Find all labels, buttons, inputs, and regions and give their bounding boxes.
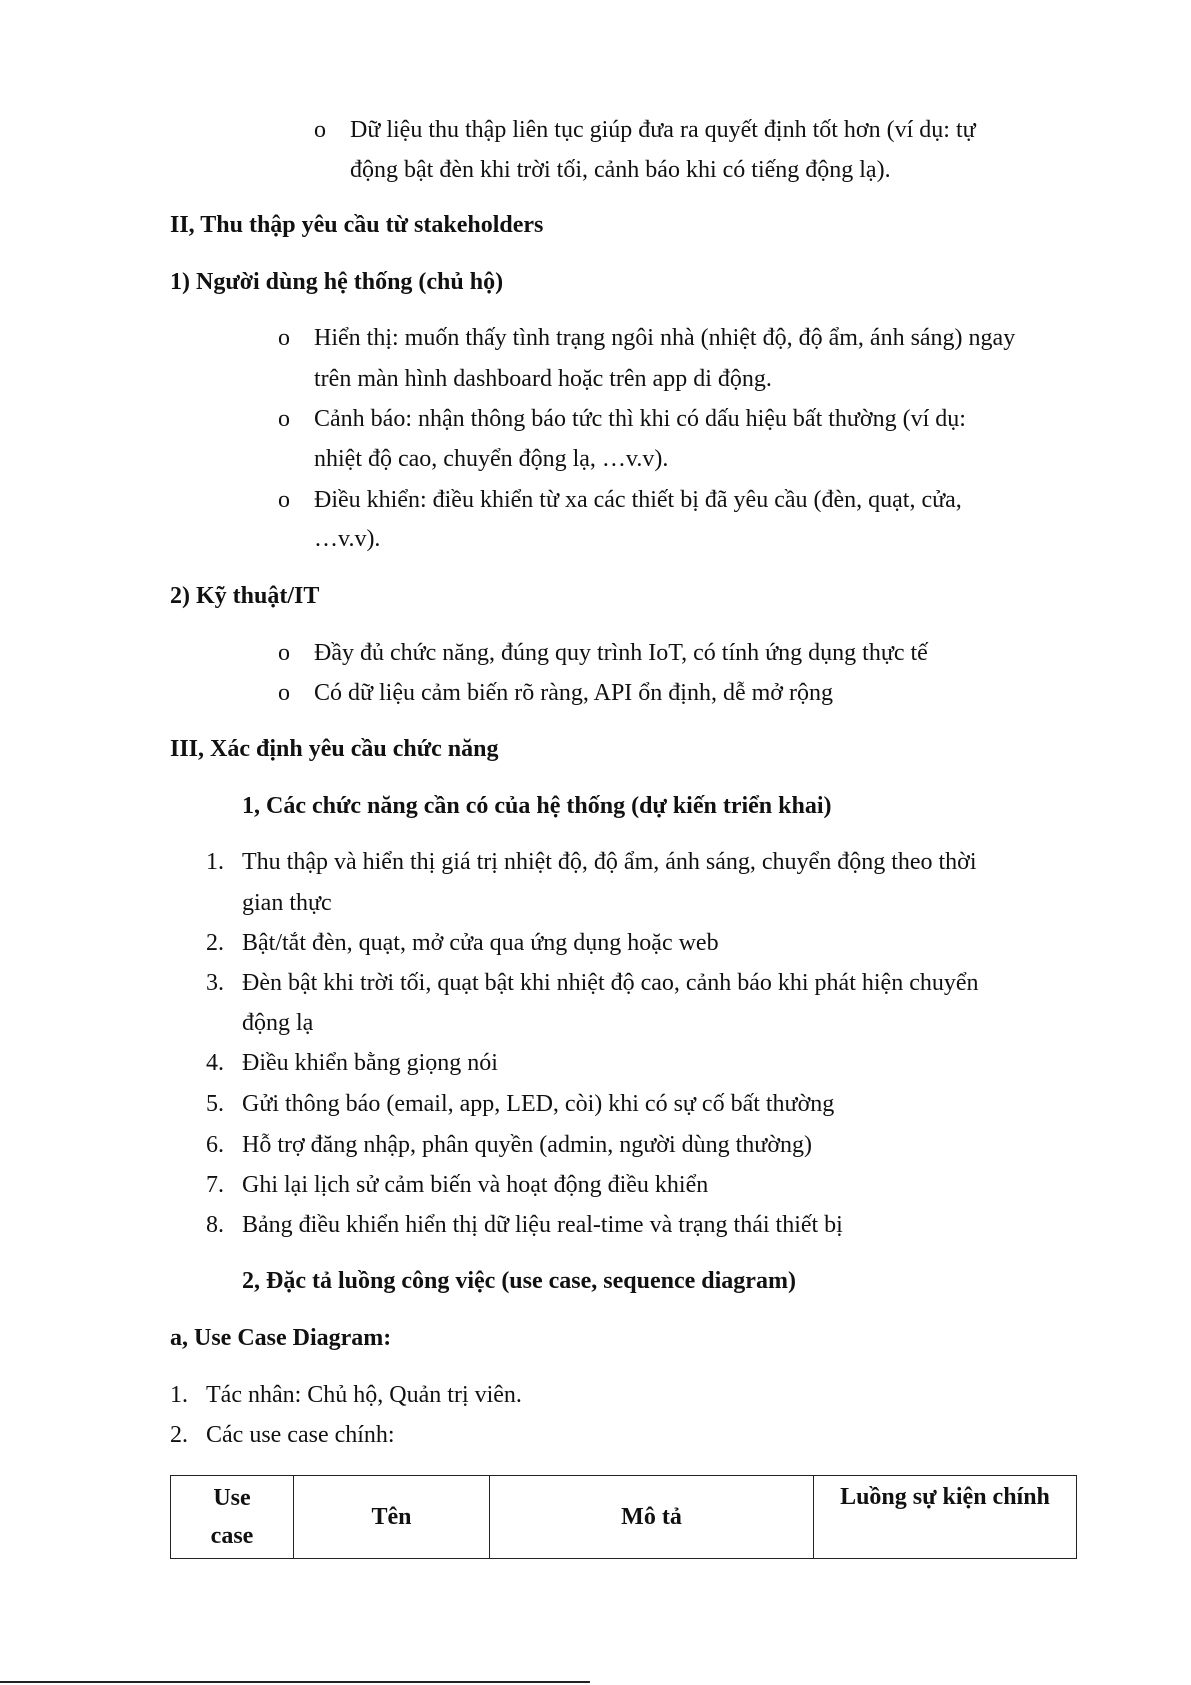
section-2-2-heading: 2) Kỹ thuật/IT [170,583,320,609]
bullet-symbol: o [314,117,326,143]
usecase-actors: Tác nhân: Chủ hộ, Quản trị viên. [206,1382,522,1408]
it-need-line-1: Đầy đủ chức năng, đúng quy trình IoT, có tính ứng dụng thực tế [314,640,928,666]
feature-number: 2. [206,930,224,956]
user-need-alert-line-1: Cảnh báo: nhận thông báo tức thì khi có dấu hiệu bất thường (ví dụ: [314,406,966,432]
feature-item: Bật/tắt đèn, quạt, mở cửa qua ứng dụng hoặc web [242,930,719,956]
feature-item: Gửi thông báo (email, app, LED, còi) khi có sự cố bất thường [242,1091,835,1117]
feature-number: 6. [206,1132,224,1158]
section-3-2-heading: 2, Đặc tả luồng công việc (use case, sequence diagram) [242,1268,796,1294]
feature-item: Ghi lại lịch sử cảm biến và hoạt động điều khiển [242,1172,709,1198]
intro-bullet-line-2: động bật đèn khi trời tối, cảnh báo khi có tiếng động lạ). [350,157,891,183]
table-header-row [171,1476,1077,1559]
user-need-display-line-2: trên màn hình dashboard hoặc trên app di động. [314,366,772,392]
user-need-control-line-1: Điều khiển: điều khiển từ xa các thiết bị đã yêu cầu (đèn, quạt, cửa, [314,487,962,513]
feature-item: Thu thập và hiển thị giá trị nhiệt độ, độ ẩm, ánh sáng, chuyển động theo thời [242,849,977,875]
bullet-symbol: o [278,325,290,351]
section-2-1-heading: 1) Người dùng hệ thống (chủ hộ) [170,269,504,295]
header-use-case-line-1: Use [213,1485,251,1511]
feature-item-continued: động lạ [242,1010,314,1036]
feature-number: 3. [206,970,224,996]
use-case-table [170,1475,1077,1559]
feature-number: 5. [206,1091,224,1117]
header-use-case [171,1476,294,1559]
it-need-line-2: Có dữ liệu cảm biến rõ ràng, API ổn định, dễ mở rộng [314,680,833,706]
bullet-symbol: o [278,640,290,666]
intro-bullet-line-1: Dữ liệu thu thập liên tục giúp đưa ra quyết định tốt hơn (ví dụ: tự [350,117,976,143]
section-3-1-heading: 1, Các chức năng cần có của hệ thống (dự kiến triển khai) [242,793,832,819]
feature-item: Bảng điều khiển hiển thị dữ liệu real-time và trạng thái thiết bị [242,1212,843,1238]
feature-number: 1. [206,849,224,875]
feature-number: 4. [206,1050,224,1076]
header-description: Mô tả [490,1476,814,1559]
feature-number: 8. [206,1212,224,1238]
usecase-item-number: 1. [170,1382,188,1408]
bullet-symbol: o [278,680,290,706]
user-need-alert-line-2: nhiệt độ cao, chuyển động lạ, …v.v). [314,446,669,472]
section-3-heading: III, Xác định yêu cầu chức năng [170,736,499,762]
page-bottom-rule [0,1681,590,1683]
header-name: Tên [294,1476,490,1559]
bullet-symbol: o [278,406,290,432]
section-2-heading: II, Thu thập yêu cầu từ stakeholders [170,212,544,238]
feature-item: Đèn bật khi trời tối, quạt bật khi nhiệt độ cao, cảnh báo khi phát hiện chuyển [242,970,979,996]
header-main-flow: Luồng sự kiện chính [814,1476,1077,1559]
use-case-diagram-heading: a, Use Case Diagram: [170,1325,392,1351]
feature-number: 7. [206,1172,224,1198]
bullet-symbol: o [278,487,290,513]
header-use-case-line-2: case [210,1523,254,1549]
feature-item: Điều khiển bằng giọng nói [242,1050,498,1076]
usecase-item-number: 2. [170,1422,188,1448]
feature-item-continued: gian thực [242,890,332,916]
usecase-main-list: Các use case chính: [206,1422,395,1448]
user-need-control-line-2: …v.v). [314,526,381,552]
feature-item: Hỗ trợ đăng nhập, phân quyền (admin, người dùng thường) [242,1132,812,1158]
user-need-display-line-1: Hiển thị: muốn thấy tình trạng ngôi nhà (nhiệt độ, độ ẩm, ánh sáng) ngay [314,325,1016,351]
